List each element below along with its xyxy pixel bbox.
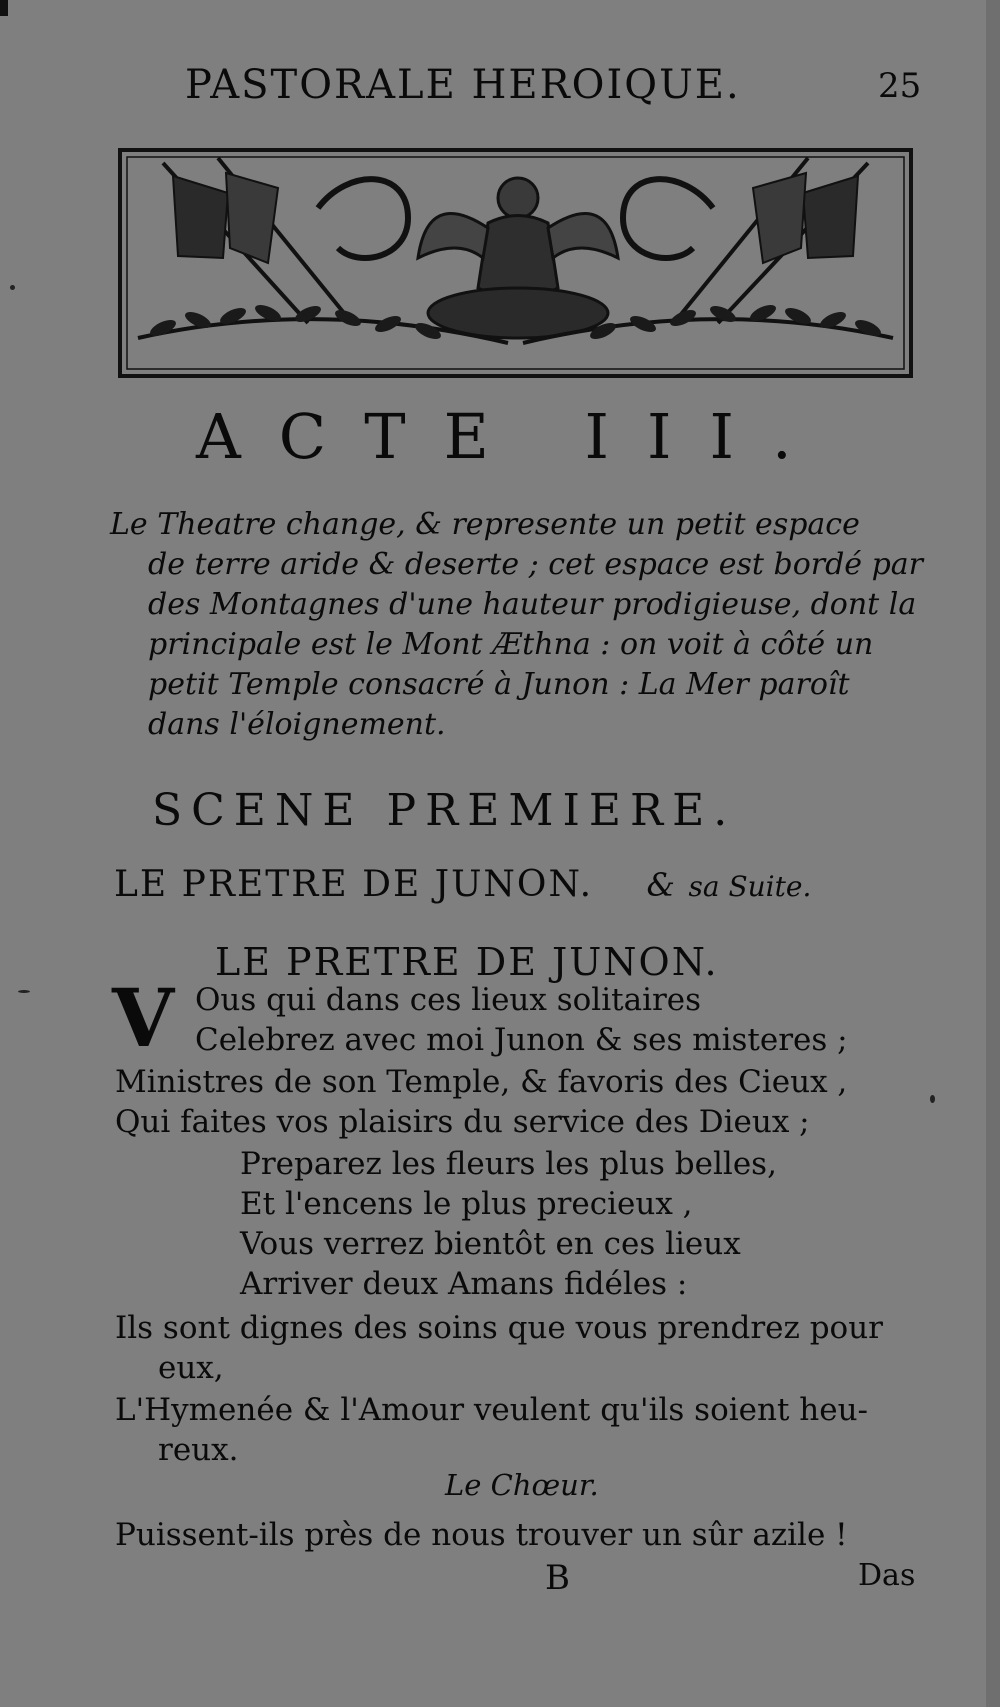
stage-direction-line: Le Theatre change, & represente un petit espace <box>110 507 860 542</box>
chorus-line: Puissent-ils près de nous trouver un sûr azile ! <box>115 1517 848 1553</box>
verse-line: Preparez les fleurs les plus belles, <box>240 1146 777 1182</box>
verse-line: reux. <box>158 1432 239 1468</box>
drop-capital: V <box>112 971 175 1065</box>
speaker-heading: LE PRETRE DE JUNON. <box>215 940 719 984</box>
scan-speck <box>18 990 30 993</box>
catchword: Das <box>858 1558 916 1593</box>
stage-direction-line: dans l'éloignement. <box>148 707 446 742</box>
verse-line: eux, <box>158 1350 224 1386</box>
verse-line: Et l'encens le plus precieux , <box>240 1186 693 1222</box>
scan-speck <box>930 1095 935 1103</box>
ornament-headpiece <box>118 148 913 378</box>
stage-direction-line: principale est le Mont Æthna : on voit à côté un <box>148 627 874 662</box>
stage-direction-line: de terre aride & deserte ; cet espace est bordé par <box>148 547 924 582</box>
cast-name: LE PRETRE DE JUNON. <box>114 864 594 905</box>
stage-direction-line: des Montagnes d'une hauteur prodigieuse, dont la <box>148 587 917 622</box>
signature-mark: B <box>545 1558 570 1598</box>
verse-line: Qui faites vos plaisirs du service des Dieux ; <box>115 1104 810 1140</box>
verse-line: L'Hymenée & l'Amour veulent qu'ils soient heu- <box>115 1392 869 1428</box>
act-title: ACTE III. <box>196 400 830 473</box>
verse-line: Ministres de son Temple, & favoris des Cieux , <box>115 1064 848 1100</box>
corner-mark <box>0 0 8 16</box>
running-head: PASTORALE HEROIQUE. <box>185 62 741 108</box>
scene-title: SCENE PREMIERE. <box>152 785 737 836</box>
verse-line: Ous qui dans ces lieux solitaires <box>195 982 702 1018</box>
chorus-label: Le Chœur. <box>445 1468 599 1502</box>
page-edge-shadow <box>986 0 1000 1707</box>
stage-direction <box>110 505 940 745</box>
verse-line: Ils sont dignes des soins que vous prendrez pour <box>115 1310 883 1346</box>
verse-line: Arriver deux Amans fidéles : <box>240 1266 688 1302</box>
verse-line: Vous verrez bientôt en ces lieux <box>240 1226 741 1262</box>
cast-ampersand: & <box>646 866 676 904</box>
stage-direction-line: petit Temple consacré à Junon : La Mer paroît <box>148 667 850 702</box>
scan-speck <box>10 285 15 290</box>
page-number: 25 <box>878 66 922 106</box>
verse-line: Celebrez avec moi Junon & ses misteres ; <box>195 1022 848 1058</box>
cast-line <box>114 864 811 905</box>
cast-suite: sa Suite. <box>688 870 812 903</box>
